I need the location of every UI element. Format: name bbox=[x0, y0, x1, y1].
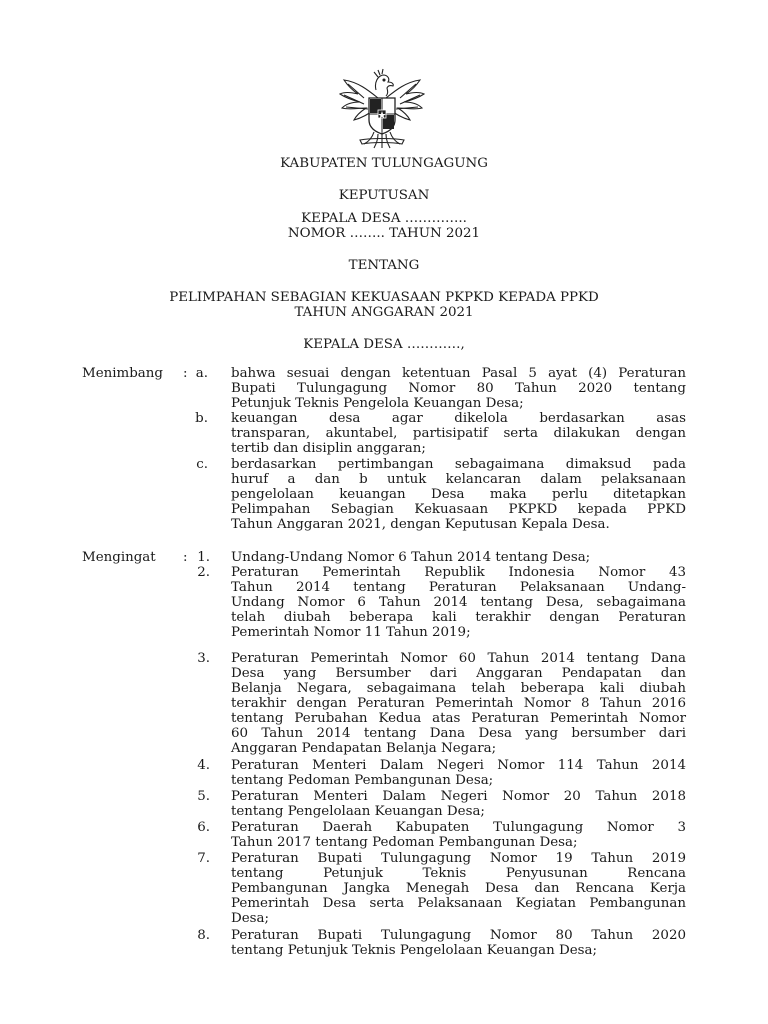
menimbang-item-text bbox=[231, 411, 686, 456]
menimbang-item-line: bahwa sesuai dengan ketentuan Pasal 5 ayat (4) Peraturan bbox=[231, 366, 686, 381]
menimbang-item-text bbox=[231, 457, 686, 532]
mengingat-item-text bbox=[231, 789, 686, 819]
mengingat-colon: : bbox=[183, 550, 188, 565]
mengingat-item-line: Pemerintah Desa serta Pelaksanaan Kegiatan Pembangunan bbox=[231, 896, 686, 911]
mengingat-item-line: tentang Petunjuk Teknis Penyusunan Rencana bbox=[231, 866, 686, 881]
mengingat-item-line: Peraturan Daerah Kabupaten Tulungagung Nomor 3 bbox=[231, 820, 686, 835]
mengingat-item-text bbox=[231, 651, 686, 756]
mengingat-item-line: Peraturan Pemerintah Nomor 60 Tahun 2014 tentang Dana bbox=[231, 651, 686, 666]
mengingat-item-line: terakhir dengan Peraturan Pemerintah Nomor 8 Tahun 2016 bbox=[231, 696, 686, 711]
mengingat-item-line: Peraturan Pemerintah Republik Indonesia Nomor 43 bbox=[231, 565, 686, 580]
mengingat-item-marker: 3. bbox=[197, 651, 210, 666]
document-type: KEPUTUSAN bbox=[338, 188, 430, 203]
menimbang-item-line: berdasarkan pertimbangan sebagaimana dimaksud pada bbox=[231, 457, 686, 472]
mengingat-item-line: Peraturan Menteri Dalam Negeri Nomor 114 Tahun 2014 bbox=[231, 758, 686, 773]
mengingat-item-line: Peraturan Bupati Tulungagung Nomor 80 Tahun 2020 bbox=[231, 928, 686, 943]
menimbang-item-text bbox=[231, 366, 686, 411]
issuer-line: KEPALA DESA ………….. bbox=[301, 211, 467, 226]
mengingat-item-text bbox=[231, 550, 686, 565]
mengingat-item-line: Desa yang Bersumber dari Anggaran Pendapatan dan bbox=[231, 666, 686, 681]
menimbang-item-line: huruf a dan b untuk kelancaran dalam pelaksanaan bbox=[231, 472, 686, 487]
menimbang-item-line: Bupati Tulungagung Nomor 80 Tahun 2020 tentang bbox=[231, 381, 686, 396]
mengingat-item-text bbox=[231, 565, 686, 640]
mengingat-item-line: tentang Pedoman Pembangunan Desa; bbox=[231, 773, 494, 788]
garuda-emblem bbox=[338, 68, 426, 150]
mengingat-item-text bbox=[231, 758, 686, 788]
mengingat-item-line: Tahun 2014 tentang Peraturan Pelaksanaan Undang- bbox=[231, 580, 686, 595]
mengingat-item-line: Anggaran Pendapatan Belanja Negara; bbox=[231, 741, 497, 756]
mengingat-item-marker: 5. bbox=[197, 789, 210, 804]
mengingat-item-marker: 7. bbox=[197, 851, 210, 866]
mengingat-item-marker: 1. bbox=[197, 550, 210, 565]
subject-line-1: PELIMPAHAN SEBAGIAN KEKUASAAN PKPKD KEPADA PPKD bbox=[169, 290, 599, 305]
mengingat-item-marker: 2. bbox=[197, 565, 210, 580]
mengingat-item-line: tentang Pengelolaan Keuangan Desa; bbox=[231, 804, 485, 819]
menimbang-item-line: Tahun Anggaran 2021, dengan Keputusan Kepala Desa. bbox=[231, 517, 610, 532]
mengingat-item-text bbox=[231, 851, 686, 926]
menimbang-item-line: Petunjuk Teknis Pengelola Keuangan Desa; bbox=[231, 396, 524, 411]
mengingat-item-line: Undang Nomor 6 Tahun 2014 tentang Desa, sebagaimana bbox=[231, 595, 686, 610]
mengingat-item-line: tentang Perubahan Kedua atas Peraturan Pemerintah Nomor bbox=[231, 711, 686, 726]
menimbang-item-marker: a. bbox=[195, 366, 208, 381]
regency-name: KABUPATEN TULUNGAGUNG bbox=[280, 156, 488, 171]
menimbang-label: Menimbang bbox=[82, 366, 163, 381]
mengingat-item-line: Pemerintah Nomor 11 Tahun 2019; bbox=[231, 625, 471, 640]
menimbang-item-marker: c. bbox=[196, 457, 208, 472]
mengingat-item-line: Undang-Undang Nomor 6 Tahun 2014 tentang Desa; bbox=[231, 550, 591, 565]
menimbang-item-line: tertib dan disiplin anggaran; bbox=[231, 441, 426, 456]
village-head-line: KEPALA DESA …………, bbox=[303, 337, 465, 352]
menimbang-item-line: keuangan desa agar dikelola berdasarkan asas bbox=[231, 411, 686, 426]
mengingat-item-line: 60 Tahun 2014 tentang Dana Desa yang bersumber dari bbox=[231, 726, 686, 741]
mengingat-item-marker: 8. bbox=[197, 928, 210, 943]
mengingat-item-line: telah diubah beberapa kali terakhir dengan Peraturan bbox=[231, 610, 686, 625]
about-heading: TENTANG bbox=[348, 258, 420, 273]
mengingat-item-line: Pembangunan Jangka Menegah Desa dan Rencana Kerja bbox=[231, 881, 686, 896]
mengingat-item-marker: 4. bbox=[197, 758, 210, 773]
mengingat-item-text bbox=[231, 928, 686, 958]
menimbang-colon: : bbox=[183, 366, 188, 381]
mengingat-item-line: Belanja Negara, sebagaimana telah beberapa kali diubah bbox=[231, 681, 686, 696]
mengingat-item-line: Peraturan Menteri Dalam Negeri Nomor 20 Tahun 2018 bbox=[231, 789, 686, 804]
mengingat-item-marker: 6. bbox=[197, 820, 210, 835]
mengingat-item-line: tentang Petunjuk Teknis Pengelolaan Keuangan Desa; bbox=[231, 943, 598, 958]
mengingat-item-line: Peraturan Bupati Tulungagung Nomor 19 Tahun 2019 bbox=[231, 851, 686, 866]
mengingat-item-text bbox=[231, 820, 686, 850]
menimbang-item-line: Pelimpahan Sebagian Kekuasaan PKPKD kepada PPKD bbox=[231, 502, 686, 517]
mengingat-label: Mengingat bbox=[82, 550, 156, 565]
subject-line-2: TAHUN ANGGARAN 2021 bbox=[294, 305, 474, 320]
menimbang-item-line: transparan, akuntabel, partisipatif serta dilakukan dengan bbox=[231, 426, 686, 441]
mengingat-item-line: Tahun 2017 tentang Pedoman Pembangunan Desa; bbox=[231, 835, 578, 850]
mengingat-item-line: Desa; bbox=[231, 911, 270, 926]
menimbang-item-line: pengelolaan keuangan Desa maka perlu ditetapkan bbox=[231, 487, 686, 502]
decree-number: NOMOR …….. TAHUN 2021 bbox=[287, 226, 481, 241]
menimbang-item-marker: b. bbox=[195, 411, 208, 426]
